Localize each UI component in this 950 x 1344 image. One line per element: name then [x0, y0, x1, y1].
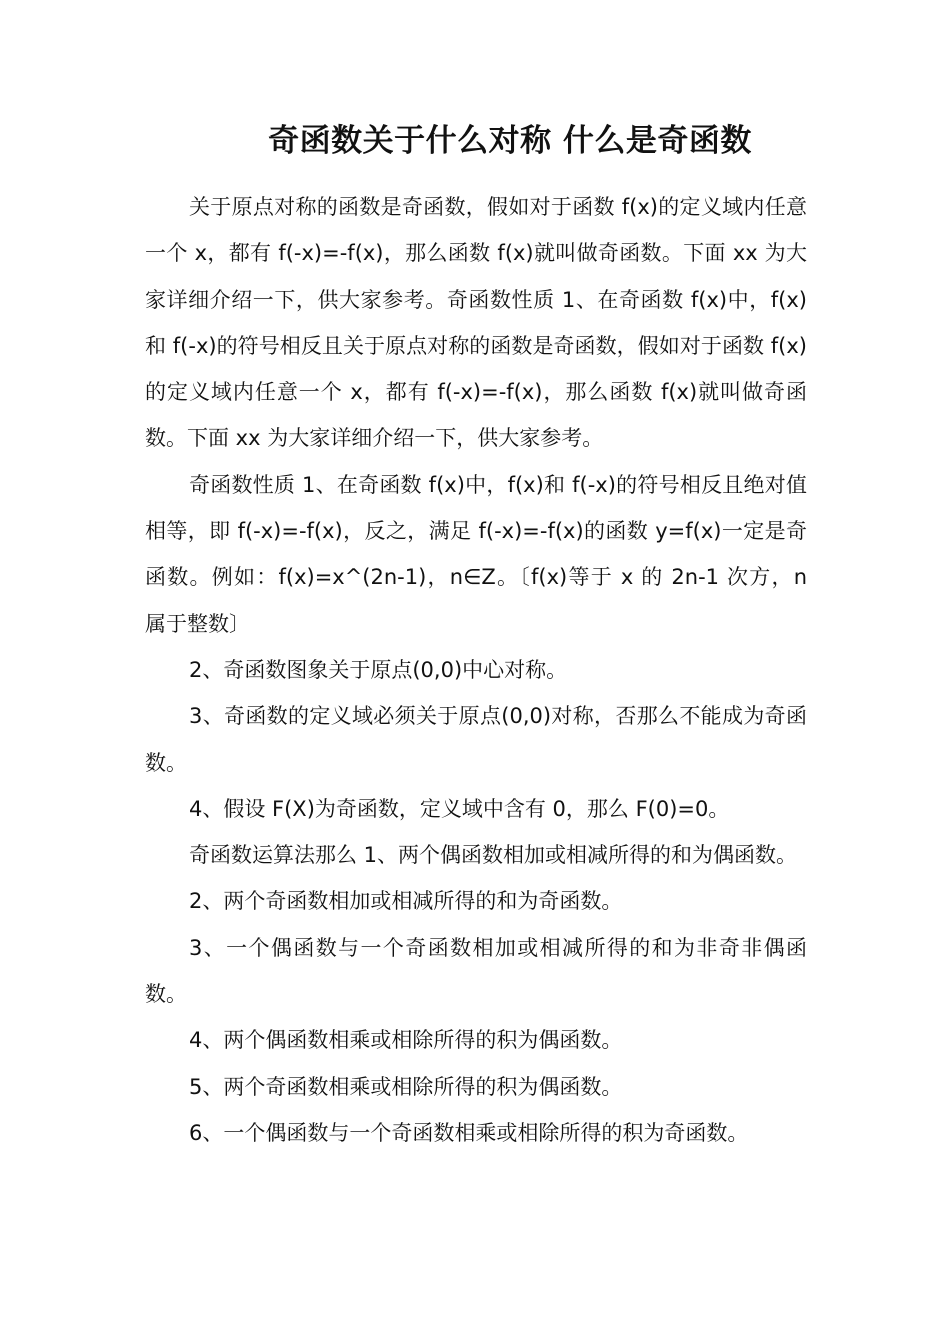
- paragraph: 奇函数运算法那么 1、两个偶函数相加或相减所得的和为偶函数。: [189, 843, 798, 868]
- paragraph: 4、假设 F(X)为奇函数，定义域中含有 0，那么 F(0)=0。: [189, 796, 730, 821]
- paragraph: 5、两个奇函数相乘或相除所得的积为偶函数。: [189, 1074, 623, 1099]
- paragraph: 6、一个偶函数与一个奇函数相乘或相除所得的积为奇函数。: [189, 1120, 749, 1145]
- paragraph: 2、奇函数图象关于原点(0,0)中心对称。: [189, 657, 568, 682]
- paragraph: 3、奇函数的定义域必须关于原点(0,0)对称，否那么不能成为奇函数。: [145, 704, 807, 775]
- paragraph: 4、两个偶函数相乘或相除所得的积为偶函数。: [189, 1028, 623, 1053]
- paragraph: 2、两个奇函数相加或相减所得的和为奇函数。: [189, 889, 623, 914]
- document-title: 奇函数关于什么对称 什么是奇函数: [268, 123, 752, 159]
- document-body: [145, 184, 807, 1156]
- paragraph: 3、一个偶函数与一个奇函数相加或相减所得的和为非奇非偶函数。: [145, 935, 807, 1007]
- paragraph: 关于原点对称的函数是奇函数，假如对于函数 f(x)的定义域内任意一个 x，都有 f(-x)=-f(x)，那么函数 f(x)就叫做奇函数。下面 xx 为大家详细介绍一下，供大家参考。奇函数性质 1、在奇函数 f(x)中，f(x)和 f(-x)的符号相反且关于原点对称的函数是奇函数，假如对于函数 f(x)的定义域内任意一个 x，都有 f(-x)=-f(x)，那么函数 f(x)就叫做奇函数。下面 xx 为大家详细介绍一下，供大家参考。: [145, 195, 807, 451]
- paragraph: 奇函数性质 1、在奇函数 f(x)中，f(x)和 f(-x)的符号相反且绝对值相等，即 f(-x)=-f(x)，反之，满足 f(-x)=-f(x)的函数 y=f(x)一定是奇函数。例如：f(x)=x^(2n-1)，n∈Z。〔f(x)等于 x 的 2n-1 次方，n 属于整数〕: [145, 472, 807, 636]
